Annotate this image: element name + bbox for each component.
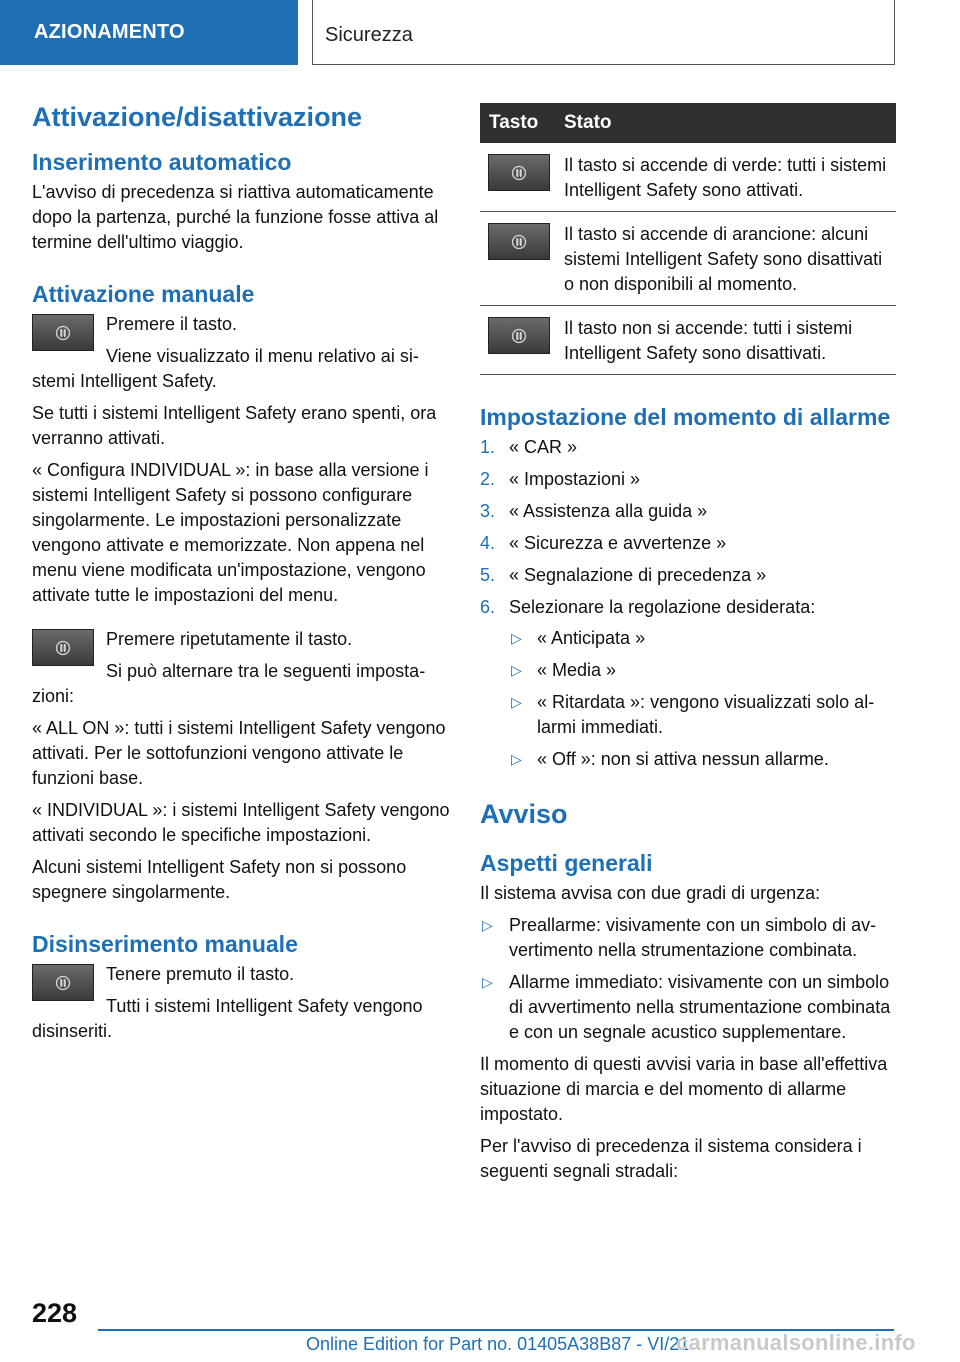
intelligent-safety-button-icon xyxy=(488,317,550,354)
heading-general: Aspetti generali xyxy=(480,850,653,876)
table-cell-state: Il tasto si accende di verde: tutti i sistemi Intelligent Safety sono attivati. xyxy=(564,155,887,200)
right-column xyxy=(480,103,896,1191)
intelligent-safety-button-icon xyxy=(488,223,550,260)
manual-menu: Viene visualizzato il menu relativo ai sistemi Intelligent Safety. xyxy=(32,346,419,391)
list-item: 1. « CAR » xyxy=(480,437,578,457)
col-state-header: Stato xyxy=(564,112,612,133)
manual-alternate: Si può alternare tra le seguenti impostazioni: xyxy=(32,661,426,706)
timing-steps xyxy=(480,435,896,772)
list-item: ▷ « Off »: non si attiva nessun allarme. xyxy=(509,747,896,772)
watermark: carmanualsonline.info xyxy=(676,1330,916,1355)
intelligent-safety-button-icon xyxy=(32,629,94,666)
page-title: Attivazione/disattivazione xyxy=(32,102,363,132)
manual-repeat: Premere ripetutamente il tasto. xyxy=(106,629,353,649)
page-number: 228 xyxy=(32,1298,78,1328)
table-header xyxy=(480,103,896,143)
section-title: Sicurezza xyxy=(312,0,895,65)
table-cell-state: Il tasto non si accende: tutti i sistemi Intelligent Safety sono disattivati. xyxy=(564,318,853,363)
disable-result: Tutti i sistemi Intelligent Safety vengono disinseriti. xyxy=(32,996,423,1041)
timing-options xyxy=(509,626,896,772)
status-table xyxy=(480,103,896,375)
manual-all-on: « ALL ON »: tutti i sistemi Intelligent Safety vengono attivati. Per le sottofunzioni vengono attivate le funzioni base. xyxy=(32,718,446,788)
warning-signals: Per l'avviso di precedenza il sistema considera i seguenti segnali stradali: xyxy=(480,1136,862,1181)
manual-some: Alcuni sistemi Intelligent Safety non si possono spegnere singolarmente. xyxy=(32,857,407,902)
manual-repeat-block xyxy=(32,627,450,709)
intelligent-safety-button-icon xyxy=(32,314,94,351)
triangle-bullet-icon: ▷ xyxy=(511,630,522,646)
manual-configure: « Configura INDIVIDUAL »: in base alla versione i sistemi Intelligent Safety si possono configurare singolarmente. Le impostazioni personalizzate vengono attivate e memorizzate. Non appena nel menu viene modificata un'impostazione, vengono attivate tutte le impostazioni del menu. xyxy=(32,460,429,605)
list-item: ▷ Preallarme: visivamente con un simbolo di avvertimento nella strumentazione combinata. xyxy=(482,915,877,960)
table-row xyxy=(480,306,896,375)
list-item: 5. « Segnalazione di precedenza » xyxy=(480,565,767,585)
heading-disable: Disinserimento manuale xyxy=(32,931,298,957)
table-row xyxy=(480,143,896,212)
edition-text: Online Edition for Part no. 01405A38B87 - VI/21 xyxy=(306,1334,690,1354)
list-item: ▷ « Anticipata » xyxy=(509,626,896,651)
left-column xyxy=(32,100,450,1051)
list-item: 2. « Impostazioni » xyxy=(480,469,641,489)
warning-title: Avviso xyxy=(480,799,568,829)
heading-auto: Inserimento automatico xyxy=(32,149,292,175)
intelligent-safety-button-icon xyxy=(32,964,94,1001)
col-key-header: Tasto xyxy=(489,112,539,133)
list-item: 4. « Sicurezza e avvertenze » xyxy=(480,533,727,553)
list-item: ▷ Allarme immediato: visivamente con un simbolo di avvertimento nella strumentazione combinata e con un segnale acustico supplementare. xyxy=(482,972,891,1042)
manual-individual: « INDIVIDUAL »: i sistemi Intelligent Safety vengono attivati secondo le specifiche impostazioni. xyxy=(32,800,450,845)
disable-hold: Tenere premuto il tasto. xyxy=(106,964,295,984)
table-row xyxy=(480,212,896,306)
triangle-bullet-icon: ▷ xyxy=(511,662,522,678)
list-item: ▷ « Ritardata »: vengono visualizzati solo allarmi immediati. xyxy=(511,692,875,737)
list-item: 6. Selezionare la regolazione desiderata: ▷ « Anticipata » ▷ « Media » ▷ « Ritardata »: vengono visualizzati solo allarmi immediati. ▷ « Off »: non si attiva nessun allarme. xyxy=(480,595,896,772)
disable-block xyxy=(32,962,450,1044)
list-item: 3. « Assistenza alla guida » xyxy=(480,501,708,521)
warning-moment: Il momento di questi avvisi varia in base all'effettiva situazione di marcia e del momento di allarme impostato. xyxy=(480,1054,888,1124)
heading-manual: Attivazione manuale xyxy=(32,281,255,307)
table-cell-state: Il tasto si accende di arancione: alcuni sistemi Intelligent Safety sono disattivati o non disponibili al momento. xyxy=(564,224,883,294)
heading-timing: Impostazione del momento di allarme xyxy=(480,404,891,430)
warning-intro: Il sistema avvisa con due gradi di urgenza: xyxy=(480,883,821,903)
triangle-bullet-icon: ▷ xyxy=(511,751,522,767)
auto-text: L'avviso di precedenza si riattiva automaticamente dopo la partenza, purché la funzione fosse attiva al termine dell'ultimo viaggio. xyxy=(32,182,439,252)
triangle-bullet-icon: ▷ xyxy=(482,917,493,933)
chapter-tab: AZIONAMENTO xyxy=(0,0,298,65)
manual-press: Premere il tasto. xyxy=(106,314,238,334)
triangle-bullet-icon: ▷ xyxy=(511,694,522,710)
list-item: ▷ « Media » xyxy=(509,658,896,683)
triangle-bullet-icon: ▷ xyxy=(482,974,493,990)
warning-bullets xyxy=(480,913,896,1045)
manual-press-block xyxy=(32,312,450,394)
intelligent-safety-button-icon xyxy=(488,154,550,191)
manual-off-on: Se tutti i sistemi Intelligent Safety erano spenti, ora verranno attivati. xyxy=(32,403,437,448)
